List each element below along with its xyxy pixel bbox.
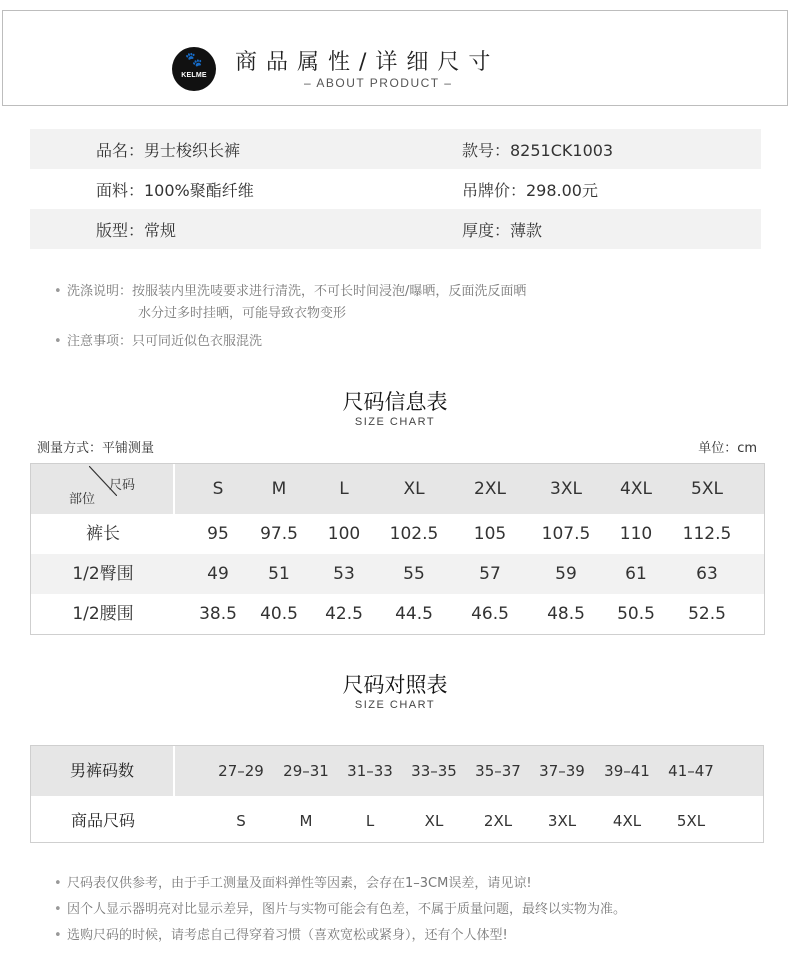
size-value-cell: 57 bbox=[479, 564, 501, 584]
size-value-cell: 48.5 bbox=[547, 604, 585, 624]
size-value-cell: 52.5 bbox=[688, 604, 726, 624]
wash-note bbox=[54, 281, 526, 325]
attribute-table bbox=[30, 129, 761, 249]
wash-label: 洗涤说明： bbox=[67, 284, 133, 299]
size-value-cell: 102.5 bbox=[389, 524, 439, 544]
size-value-cell: 49 bbox=[207, 564, 229, 584]
size-value-cell: 112.5 bbox=[682, 524, 732, 544]
attention-note bbox=[54, 331, 526, 353]
size-header-2xl: 2XL bbox=[474, 479, 506, 499]
size-value-cell: 97.5 bbox=[260, 524, 298, 544]
page-header bbox=[2, 10, 788, 106]
attribute-fit: 版型：常规 bbox=[96, 220, 177, 240]
unit-label: 单位：cm bbox=[698, 441, 757, 456]
attention-text: 只可同近似色衣服混洗 bbox=[132, 334, 263, 349]
corner-part-label: 部位 bbox=[69, 492, 96, 507]
compare-row-product-size bbox=[31, 796, 763, 846]
measure-method: 测量方式：平铺测量 bbox=[37, 441, 155, 456]
size-value-cell: 63 bbox=[696, 564, 718, 584]
attribute-fabric: 面料：100%聚酯纤维 bbox=[96, 180, 254, 200]
size-row-label: 裤长 bbox=[86, 524, 120, 544]
wash-text-line2: 水分过多时挂晒，可能导致衣物变形 bbox=[138, 306, 347, 321]
size-value-cell: 50.5 bbox=[617, 604, 655, 624]
size-table-row bbox=[31, 554, 764, 594]
attribute-row bbox=[30, 129, 761, 169]
pants-size-cell: 29–31 bbox=[283, 762, 329, 780]
size-row-label: 1/2臀围 bbox=[72, 564, 134, 584]
size-value-cell: 61 bbox=[625, 564, 647, 584]
size-header-m: M bbox=[271, 479, 287, 499]
size-value-cell: 95 bbox=[207, 524, 229, 544]
product-size-cell: S bbox=[236, 812, 246, 830]
compare-row-label: 男裤码数 bbox=[31, 746, 175, 796]
size-value-cell: 46.5 bbox=[471, 604, 509, 624]
size-value-cell: 40.5 bbox=[260, 604, 298, 624]
compare-row-pants-size bbox=[31, 746, 763, 796]
pants-size-cell: 27–29 bbox=[218, 762, 264, 780]
attribute-row bbox=[30, 169, 761, 209]
kelme-logo bbox=[172, 47, 216, 91]
compare-chart-title: 尺码对照表 bbox=[342, 673, 448, 697]
size-value-cell: 55 bbox=[403, 564, 425, 584]
header-title: 商品属性/详细尺寸 bbox=[235, 50, 500, 75]
product-size-cell: 4XL bbox=[612, 812, 642, 830]
wash-text-line1: 按服装内里洗唛要求进行清洗，不可长时间浸泡/曝晒，反面洗反面晒 bbox=[132, 284, 527, 299]
size-value-cell: 100 bbox=[327, 524, 361, 544]
disclaimer-notes bbox=[54, 871, 626, 949]
compare-chart-subtitle: SIZE CHART bbox=[354, 699, 436, 711]
size-value-cell: 107.5 bbox=[541, 524, 591, 544]
pants-size-cell: 33–35 bbox=[411, 762, 457, 780]
corner-size-label: 尺码 bbox=[109, 478, 136, 493]
logo-text: KELME bbox=[181, 72, 207, 79]
compare-row-label: 商品尺码 bbox=[70, 811, 135, 830]
size-value-cell: 51 bbox=[268, 564, 290, 584]
size-header-xl: XL bbox=[403, 479, 425, 499]
attribute-name: 品名：男士梭织长裤 bbox=[96, 140, 241, 160]
pants-size-cell: 37–39 bbox=[539, 762, 585, 780]
pants-size-cell: 39–41 bbox=[604, 762, 650, 780]
product-size-cell: 3XL bbox=[547, 812, 577, 830]
product-size-cell: XL bbox=[424, 812, 444, 830]
size-header-s: S bbox=[212, 479, 224, 499]
size-chart-subtitle: SIZE CHART bbox=[354, 416, 436, 428]
paw-icon: 🐾 bbox=[185, 52, 203, 68]
attribute-style-no: 款号：8251CK1003 bbox=[462, 140, 614, 160]
size-header-3xl: 3XL bbox=[550, 479, 582, 499]
size-header-4xl: 4XL bbox=[620, 479, 652, 499]
corner-cell bbox=[31, 464, 175, 514]
pants-size-cell: 31–33 bbox=[347, 762, 393, 780]
size-value-cell: 38.5 bbox=[199, 604, 237, 624]
product-size-cell: 5XL bbox=[676, 812, 706, 830]
size-row-label: 1/2腰围 bbox=[72, 604, 134, 624]
size-table-header bbox=[31, 464, 764, 514]
header-subtitle: – ABOUT PRODUCT – bbox=[304, 76, 453, 90]
size-value-cell: 110 bbox=[619, 524, 653, 544]
size-header-5xl: 5XL bbox=[691, 479, 723, 499]
compare-table bbox=[30, 745, 764, 843]
size-header-l: L bbox=[339, 479, 349, 499]
product-size-cell: L bbox=[365, 812, 375, 830]
size-value-cell: 42.5 bbox=[325, 604, 363, 624]
size-value-cell: 59 bbox=[555, 564, 577, 584]
pants-size-cell: 35–37 bbox=[475, 762, 521, 780]
attribute-thickness: 厚度：薄款 bbox=[462, 220, 543, 240]
size-chart-title: 尺码信息表 bbox=[342, 390, 448, 414]
disclaimer-note: • 因个人显示器明亮对比显示差异，图片与实物可能会有色差，不属于质量问题，最终以实物为准。 bbox=[54, 897, 626, 923]
product-size-cell: 2XL bbox=[483, 812, 513, 830]
disclaimer-note: • 尺码表仅供参考，由于手工测量及面料弹性等因素，会存在1–3CM误差，请见谅! bbox=[54, 871, 626, 897]
attribute-price: 吊牌价：298.00元 bbox=[462, 180, 598, 200]
size-table-row bbox=[31, 514, 764, 554]
size-table bbox=[30, 463, 765, 635]
disclaimer-note: • 选购尺码的时候，请考虑自己得穿着习惯（喜欢宽松或紧身），还有个人体型! bbox=[54, 923, 626, 949]
pants-size-cell: 41–47 bbox=[668, 762, 714, 780]
size-value-cell: 44.5 bbox=[395, 604, 433, 624]
size-value-cell: 53 bbox=[333, 564, 355, 584]
size-table-row bbox=[31, 594, 764, 634]
attribute-row bbox=[30, 209, 761, 249]
care-notes bbox=[54, 281, 526, 353]
product-size-cell: M bbox=[299, 812, 313, 830]
attention-label: 注意事项： bbox=[67, 334, 133, 349]
size-value-cell: 105 bbox=[473, 524, 507, 544]
